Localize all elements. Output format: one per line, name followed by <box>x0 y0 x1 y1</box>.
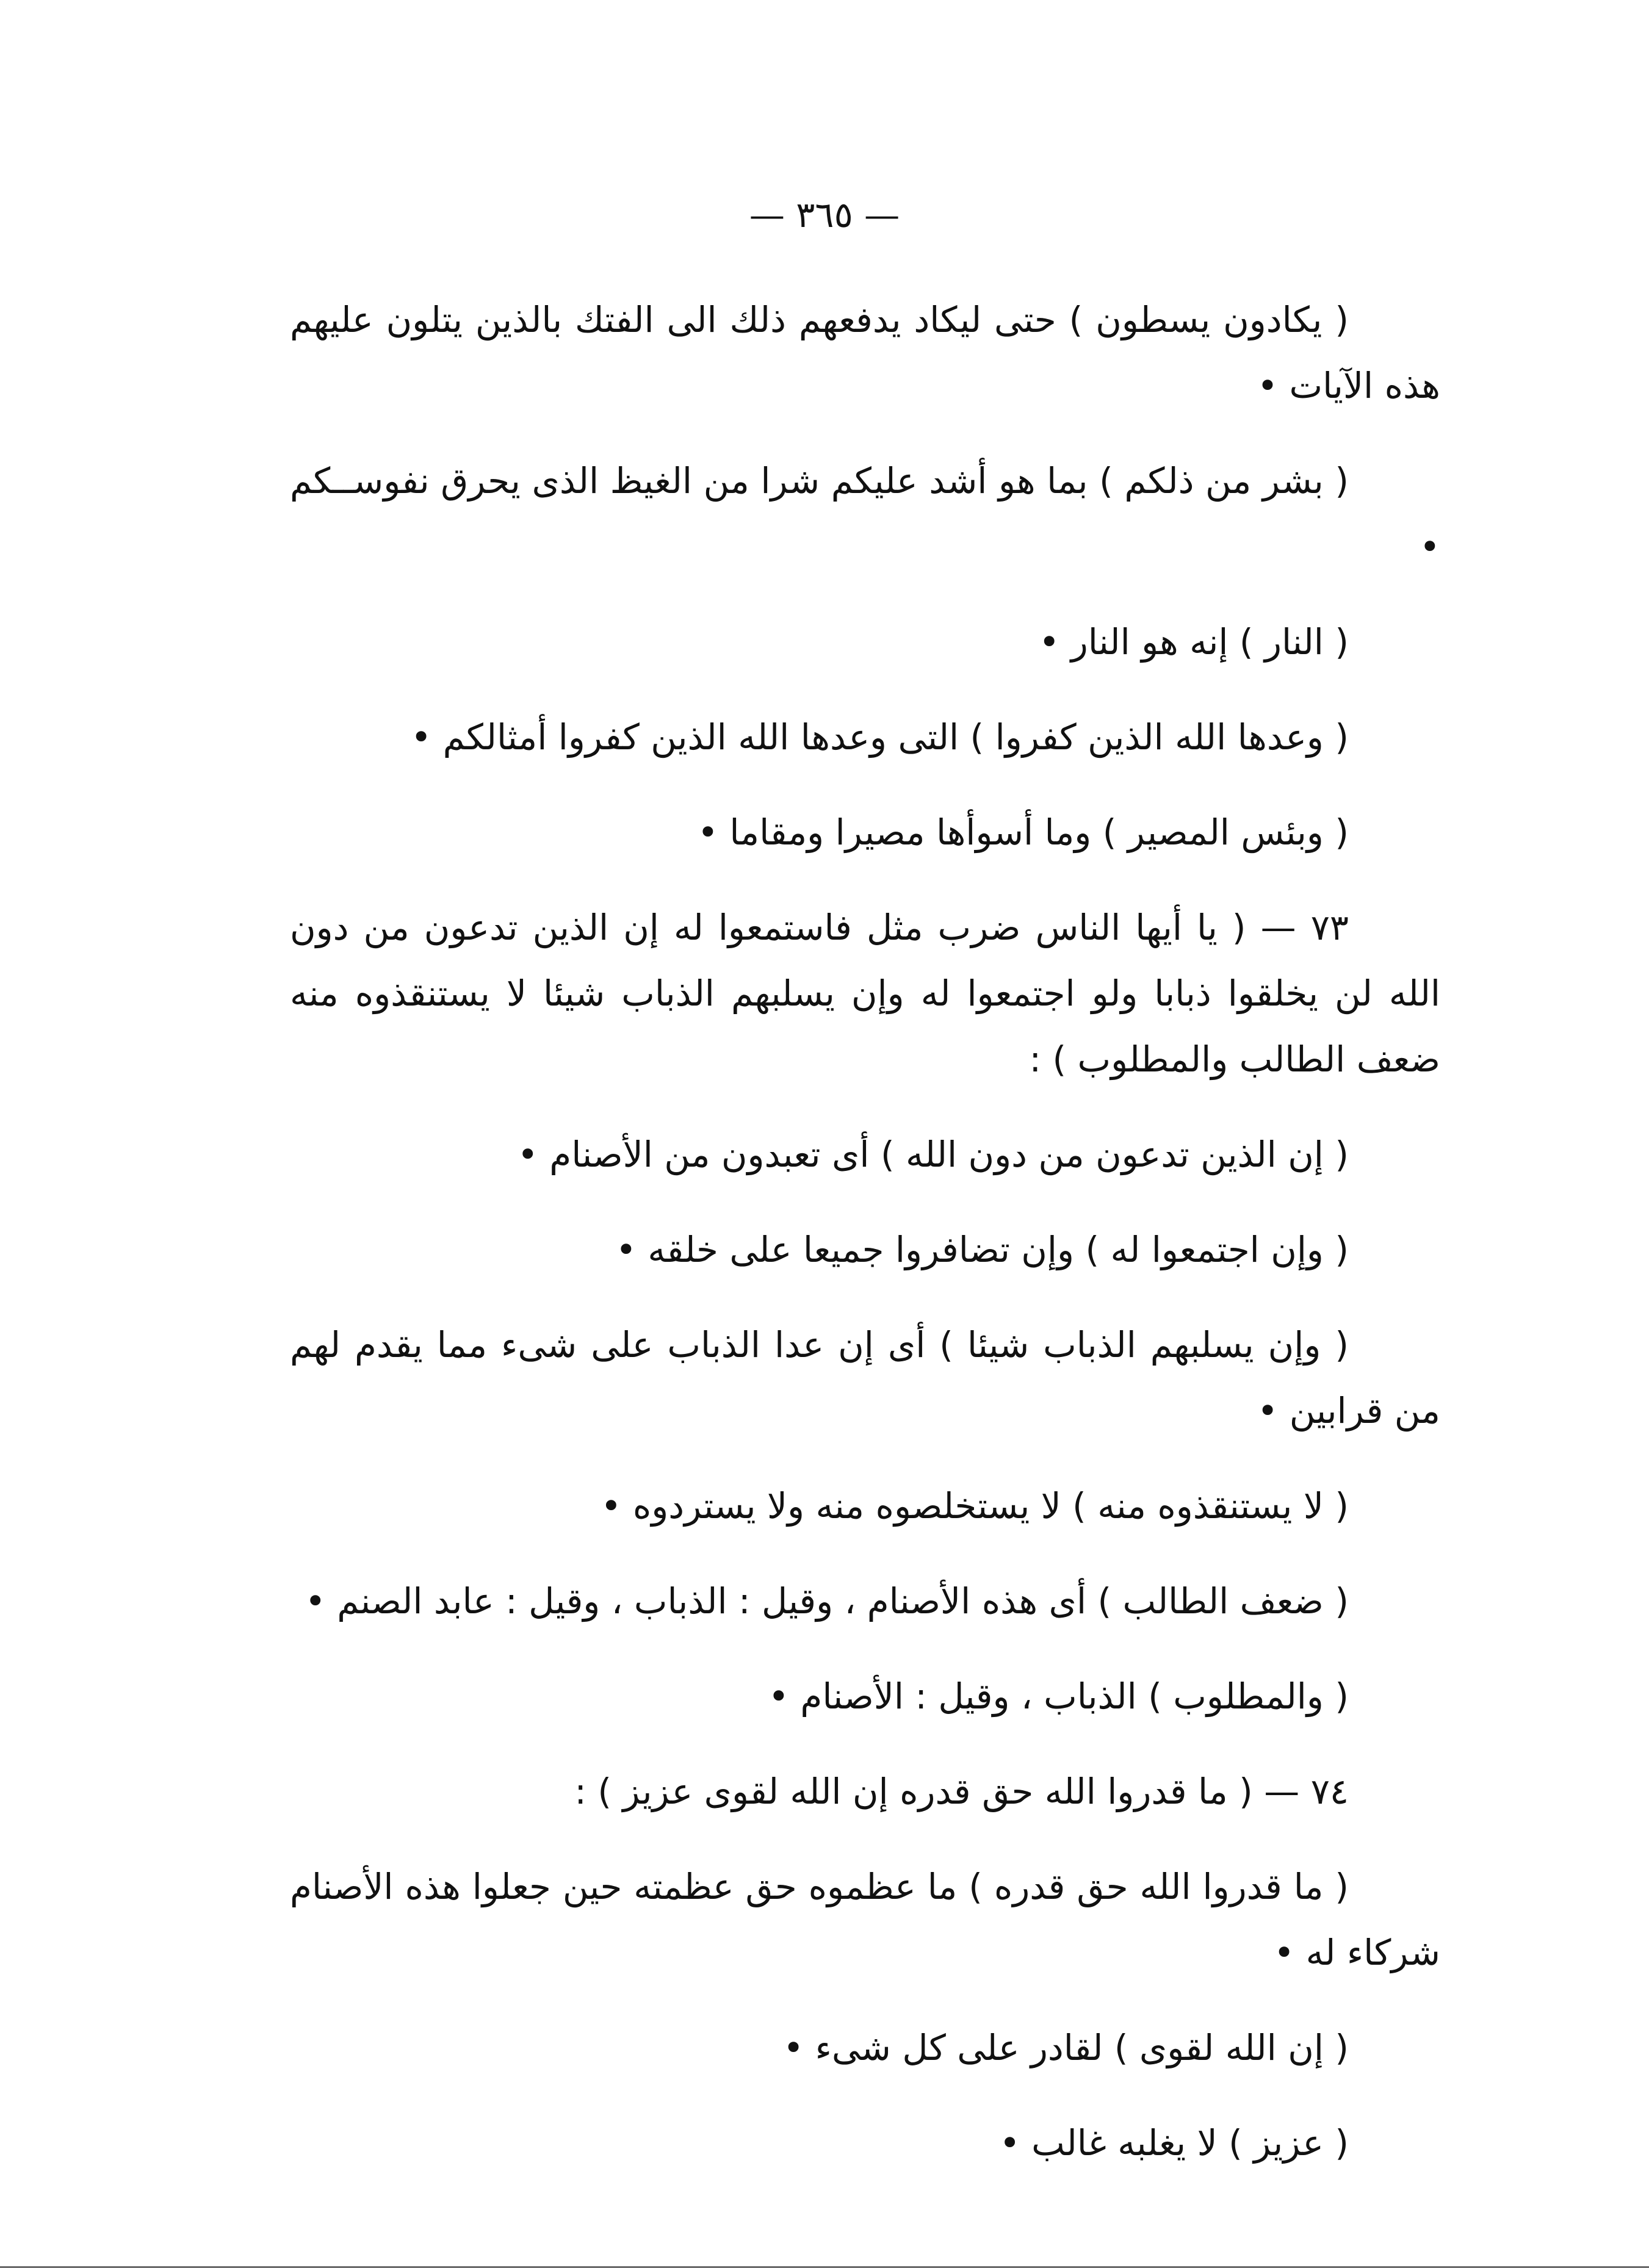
paragraph: ( عزيز ) لا يغلبه غالب • <box>999 2122 1349 2164</box>
paragraph: ( إن الذين تدعون من دون الله ) أى تعبدون من الأصنام • <box>517 1134 1349 1175</box>
verse-paragraph: ٧٤ — ( ما قدروا الله حق قدره إن الله لقوى عزيز ) : <box>574 1771 1349 1812</box>
verse-paragraph: ٧٣ — ( يا أيها الناس ضرب مثل فاستمعوا له إن الذين تدعون من دون الله لن يخلقوا ذبابا ولو اجتمعوا له وإن يسلبهم الذباب شيئا لا يستنقذوه منه ضعف الطالب والمطلوب ) : <box>290 907 1440 1080</box>
paragraph: ( وإن اجتمعوا له ) وإن تضافروا جميعا على خلقه • <box>615 1229 1349 1270</box>
paragraph: ( بشر من ذلكم ) بما هو أشد عليكم شرا من الغيظ الذى يحرق نفوســكم • <box>290 460 1440 567</box>
paragraph: ( يكادون يسطون ) حتى ليكاد يدفعهم ذلك الى الفتك بالذين يتلون عليهم هذه الآيات • <box>290 299 1440 406</box>
paragraph: ( ما قدروا الله حق قدره ) ما عظموه حق عظمته حين جعلوا هذه الأصنام شركاء له • <box>290 1866 1440 1973</box>
paragraph: ( والمطلوب ) الذباب ، وقيل : الأصنام • <box>768 1676 1349 1717</box>
paragraph: ( وعدها الله الذين كفروا ) التى وعدها الله الذين كفروا أمثالكم • <box>411 716 1349 758</box>
page-body <box>290 287 1440 2205</box>
paragraph: ( النار ) إنه هو النار • <box>1039 621 1349 663</box>
paragraph: ( لا يستنقذوه منه ) لا يستخلصوه منه ولا يستردوه • <box>601 1485 1349 1527</box>
paragraph: ( وبئس المصير ) وما أسوأها مصيرا ومقاما • <box>697 812 1349 853</box>
paragraph: ( ضعف الطالب ) أى هذه الأصنام ، وقيل : الذباب ، وقيل : عابد الصنم • <box>305 1580 1349 1622</box>
paragraph: ( إن الله لقوى ) لقادر على كل شىء • <box>783 2027 1349 2068</box>
paragraph: ( وإن يسلبهم الذباب شيئا ) أى إن عدا الذباب على شىء مما يقدم لهم من قرابين • <box>290 1324 1440 1431</box>
page-number: — ٣٦٥ — <box>749 194 900 236</box>
